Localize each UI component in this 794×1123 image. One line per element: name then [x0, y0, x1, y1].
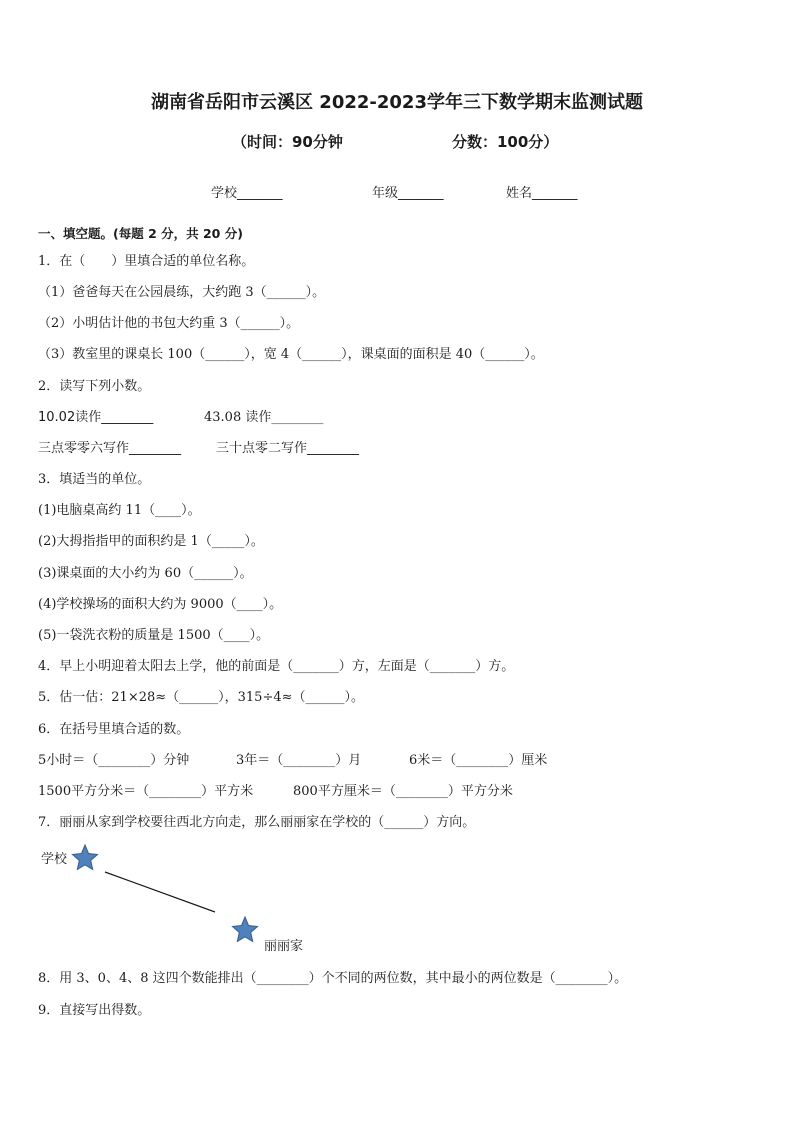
- page-title: 湖南省岳阳市云溪区 2022-2023学年三下数学期末监测试题: [151, 92, 643, 113]
- school-star-icon: [73, 845, 98, 870]
- school-label: 学校: [41, 852, 68, 867]
- q6-item-1: 5小时＝（________）分钟: [38, 753, 190, 768]
- q1-item-1: （1）爸爸每天在公园晨练，大约跑 3（______）。: [38, 285, 326, 300]
- home-label: 丽丽家: [264, 939, 304, 954]
- q4: 4．早上小明迎着太阳去上学，他的前面是（_______）方，左面是（_______）方。: [38, 659, 515, 674]
- q3-item-5: (5)一袋洗衣粉的质量是 1500（____）。: [38, 628, 270, 643]
- q2-stem: 2．读写下列小数。: [38, 379, 151, 394]
- q3-item-3: (3)课桌面的大小约为 60（______）。: [38, 566, 253, 581]
- q6-item-3: 6米＝（________）厘米: [409, 753, 548, 768]
- q3-stem: 3．填适当的单位。: [38, 472, 151, 487]
- q3-item-2: (2)大拇指指甲的面积约是 1（_____）。: [38, 534, 264, 549]
- q1-item-3: （3）教室里的课桌长 100（______），宽 4（______），课桌面的面积是 40（______）。: [38, 347, 544, 362]
- q8: 8．用 3、0、4、8 这四个数能排出（________）个不同的两位数，其中最小的两位数是（________）。: [38, 971, 628, 986]
- q6-stem: 6．在括号里填合适的数。: [38, 722, 190, 737]
- q6-item-5: 800平方厘米＝（________）平方分米: [293, 784, 513, 799]
- q2-item-1: 10.02读作________: [38, 410, 154, 425]
- exam-time: （时间：90分钟: [232, 133, 343, 151]
- q3-item-4: (4)学校操场的面积大约为 9000（____）。: [38, 597, 283, 612]
- name-field: 姓名_______: [506, 186, 578, 201]
- q7-stem: 7．丽丽从家到学校要往西北方向走，那么丽丽家在学校的（______）方向。: [38, 815, 476, 830]
- home-star-icon: [233, 917, 258, 942]
- q2-item-4: 三十点零二写作________: [216, 441, 360, 456]
- section-heading: 一、填空题。(每题 2 分，共 20 分): [38, 226, 243, 241]
- q2-item-3: 三点零零六写作________: [38, 441, 182, 456]
- path-line: [105, 872, 215, 912]
- q1-item-2: （2）小明估计他的书包大约重 3（______）。: [38, 316, 300, 331]
- exam-score: 分数：100分）: [452, 133, 559, 151]
- grade-field: 年级_______: [372, 186, 444, 201]
- q3-item-1: (1)电脑桌高约 11（____）。: [38, 503, 201, 518]
- q6-item-4: 1500平方分米＝（________）平方米: [38, 784, 254, 799]
- q9-stem: 9．直接写出得数。: [38, 1003, 151, 1018]
- q6-item-2: 3年＝（________）月: [236, 753, 362, 768]
- q5: 5．估一估：21×28≈（______），315÷4≈（______）。: [38, 690, 365, 705]
- school-field: 学校_______: [211, 186, 283, 201]
- q2-item-2: 43.08 读作________: [204, 410, 324, 425]
- q1-stem: 1．在（ ）里填合适的单位名称。: [38, 254, 255, 269]
